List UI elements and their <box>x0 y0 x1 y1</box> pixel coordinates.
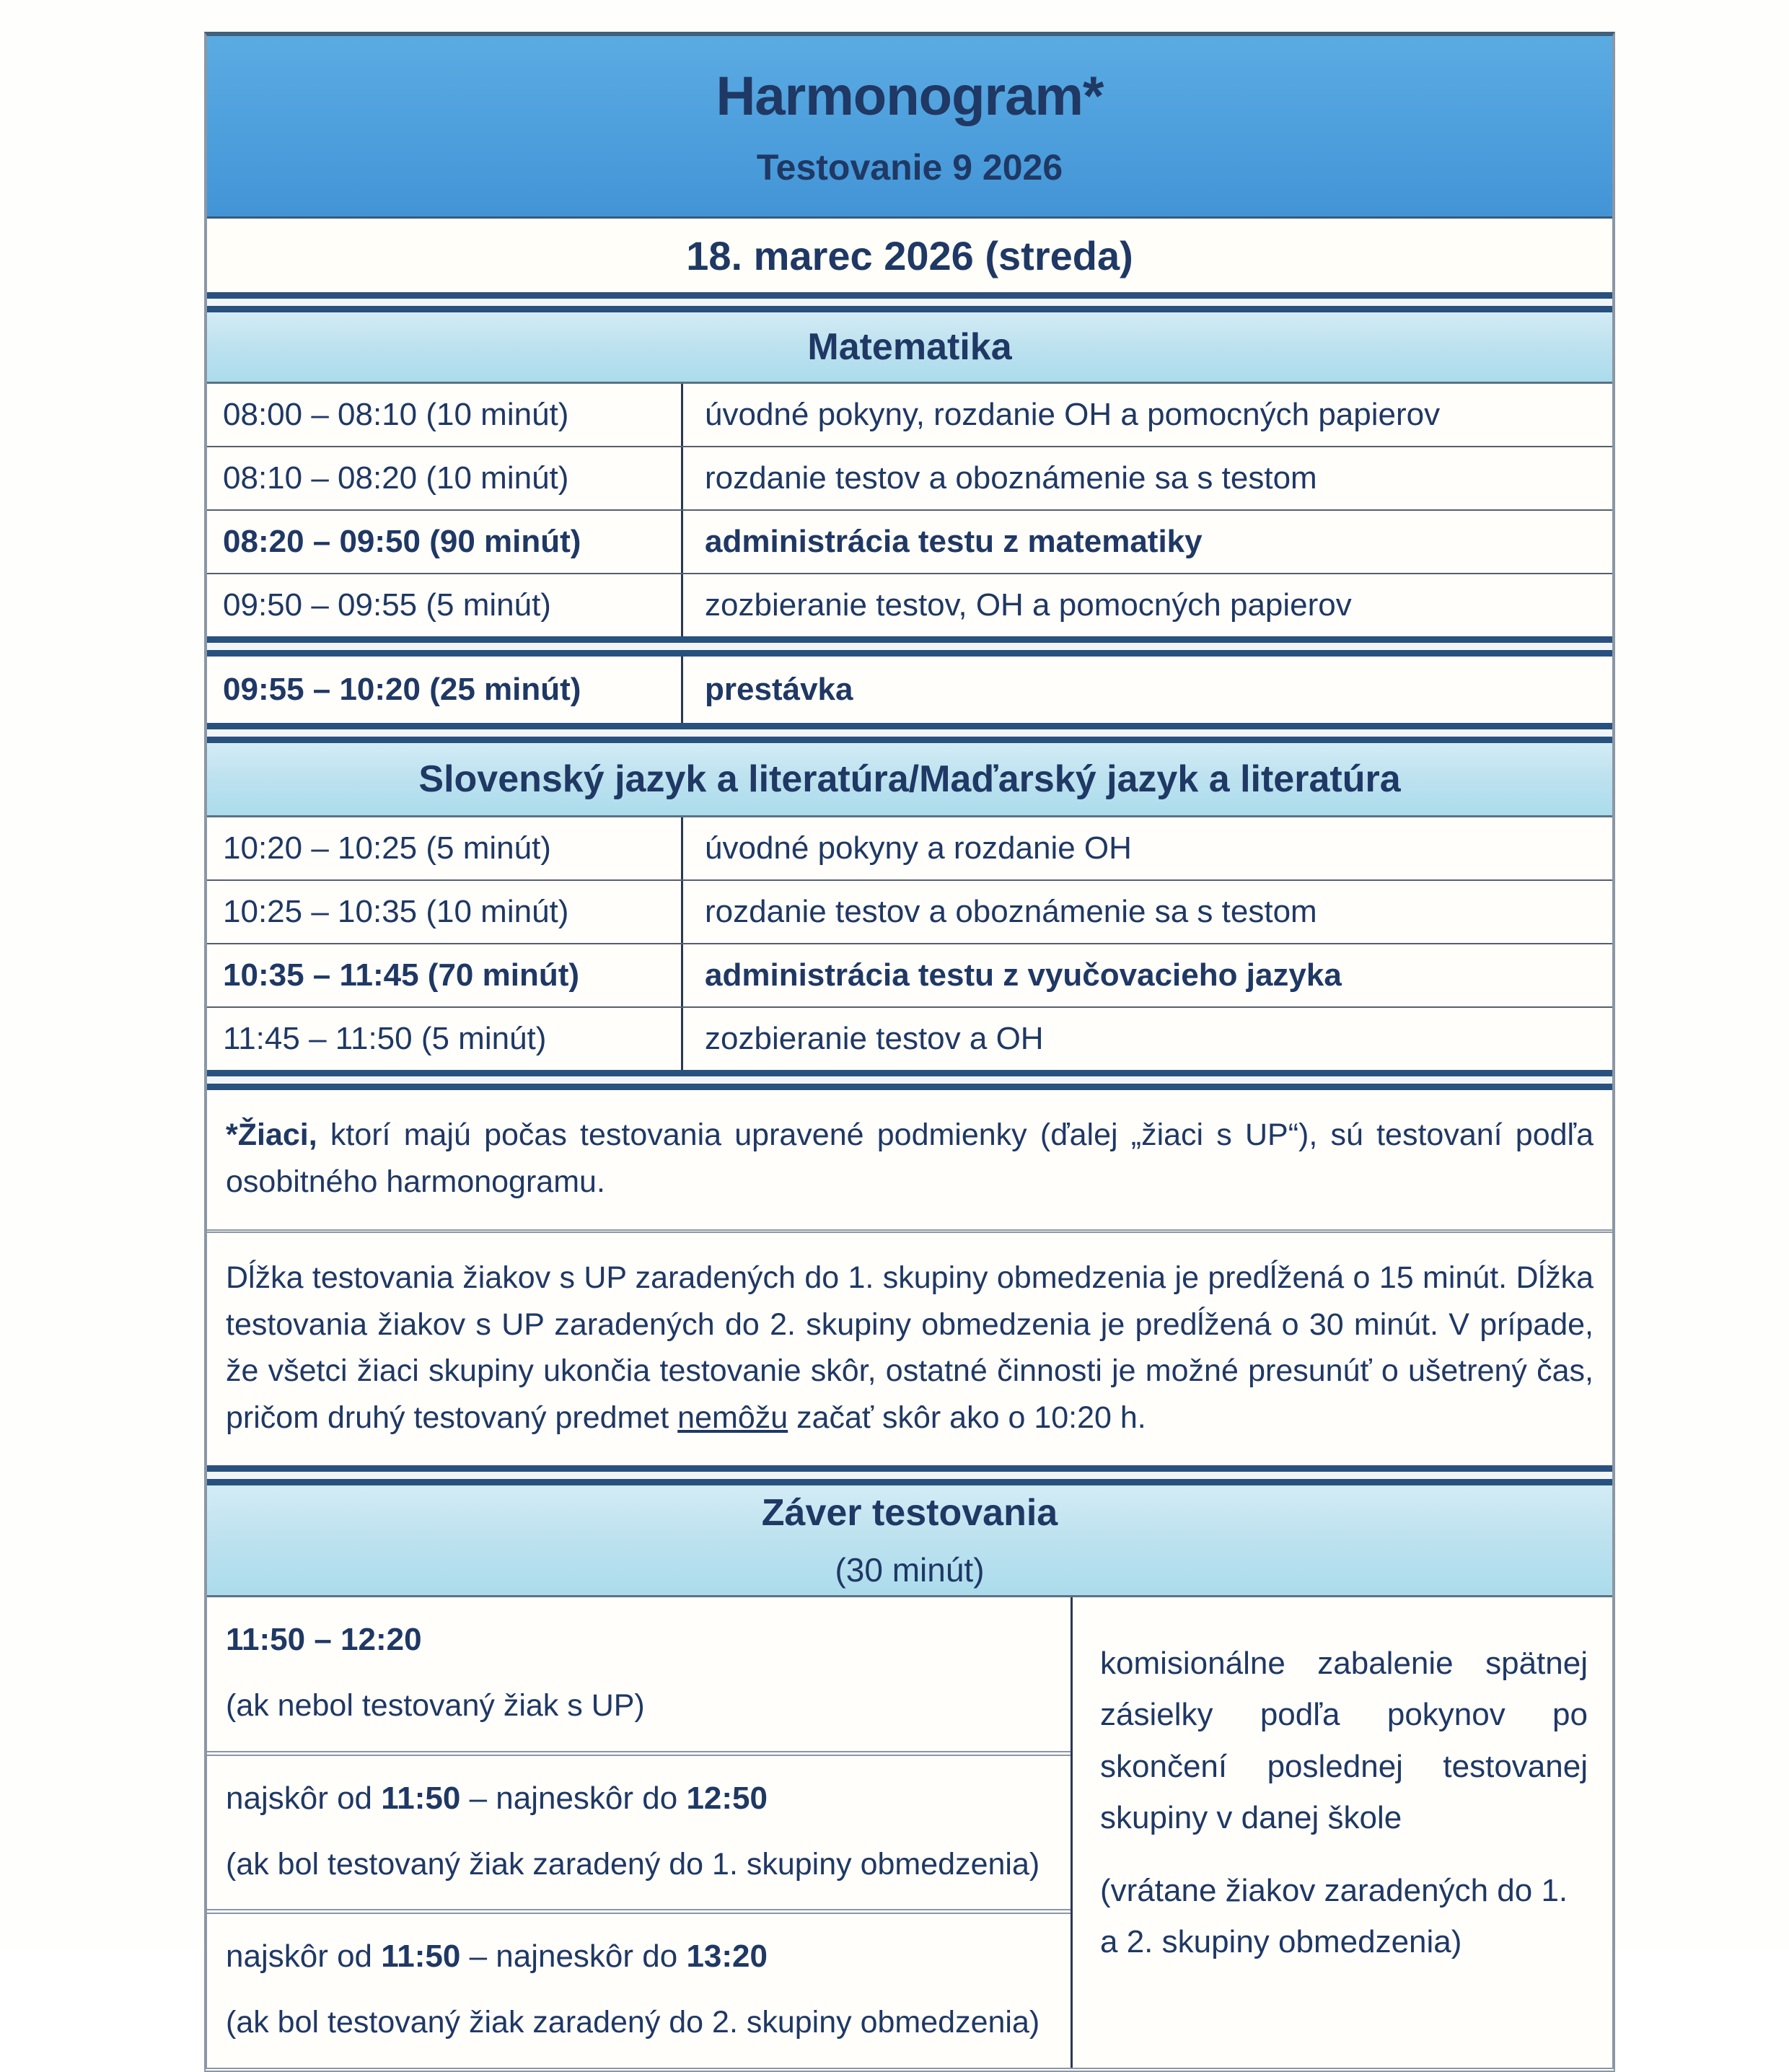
table-row <box>207 447 1612 511</box>
section-title: Záver testovania <box>761 1492 1058 1534</box>
time-cell: 08:00 – 08:10 (10 minút) <box>207 384 683 446</box>
time-cell: 09:55 – 10:20 (25 minút) <box>207 657 683 723</box>
note-test-length <box>207 1233 1612 1465</box>
test-date: 18. marec 2026 (streda) <box>207 219 1612 292</box>
separator-double <box>207 292 1612 312</box>
section-header-jazyky <box>207 743 1612 817</box>
break-row <box>207 657 1612 723</box>
table-row <box>207 1597 1071 1756</box>
separator-double <box>207 1070 1612 1090</box>
time-cell: 08:10 – 08:20 (10 minút) <box>207 447 683 509</box>
time-cell: 10:35 – 11:45 (70 minút) <box>207 944 683 1006</box>
separator-double <box>207 636 1612 657</box>
time-cell: 09:50 – 09:55 (5 minút) <box>207 574 683 636</box>
condition-note: (ak nebol testovaný žiak s UP) <box>226 1688 645 1723</box>
section-title: Slovenský jazyk a literatúra/Maďarský jazyk a literatúra <box>418 758 1401 800</box>
harmonogram-table <box>204 32 1615 2072</box>
time-cell <box>226 1775 1053 1822</box>
time-prefix: najskôr od <box>226 1939 382 1974</box>
time-cell: 10:25 – 10:35 (10 minút) <box>207 881 683 943</box>
table-row <box>207 817 1612 881</box>
matematika-schedule <box>207 384 1612 636</box>
time-end: 13:20 <box>686 1939 768 1974</box>
underlined-word: nemôžu <box>677 1400 788 1435</box>
note-lead: *Žiaci, <box>226 1118 317 1152</box>
activity-cell: rozdanie testov a oboznámenie sa s testom <box>705 894 1317 929</box>
note-text: ktorí majú počas testovania upravené podmienky (ďalej „žiaci s UP“), sú testovaní podľa osobitného harmonogramu. <box>226 1118 1594 1199</box>
activity-cell: zozbieranie testov, OH a pomocných papierov <box>705 587 1352 623</box>
description-text: komisionálne zabalenie spätnej zásielky podľa pokynov po skončení poslednej testovanej skupiny v danej škole <box>1100 1646 1588 1835</box>
zaver-times-column <box>207 1597 1073 2068</box>
table-row <box>207 1756 1071 1915</box>
time-prefix: najskôr od <box>226 1780 382 1816</box>
time-cell: 08:20 – 09:50 (90 minút) <box>207 511 683 573</box>
time-cell: 11:45 – 11:50 (5 minút) <box>207 1008 683 1070</box>
separator-double <box>207 1465 1612 1485</box>
time-cell: 10:20 – 10:25 (5 minút) <box>207 817 683 879</box>
zaver-description-cell <box>1073 1597 1612 2068</box>
jazyky-schedule <box>207 817 1612 1070</box>
time-cell: 11:50 – 12:20 <box>226 1622 422 1657</box>
separator-double <box>207 723 1612 743</box>
page-subtitle: Testovanie 9 2026 <box>756 146 1063 188</box>
note-text: začať skôr ako o 10:20 h. <box>788 1400 1146 1435</box>
note-students-up <box>207 1090 1612 1229</box>
table-row <box>207 1914 1071 2068</box>
section-header-zaver <box>207 1485 1612 1597</box>
section-title: Matematika <box>807 326 1012 368</box>
description-note: (vrátane žiakov zaradených do 1. a 2. skupiny obmedzenia) <box>1100 1873 1568 1960</box>
note-text: Dĺžka testovania žiakov s UP zaradených do 1. skupiny obmedzenia je predĺžená o 15 minút. Dĺžka testovania žiakov s UP zaradených do 2. skupiny obmedzenia je predĺžená o 30 minút. V prípade, že všetci žiaci skupiny ukončia testovanie skôr, ostatné činnosti je možné presunúť o ušetrený čas, pričom druhý testovaný predmet <box>226 1260 1594 1435</box>
time-mid: – najneskôr do <box>460 1780 687 1816</box>
activity-cell: úvodné pokyny a rozdanie OH <box>705 830 1132 866</box>
condition-note: (ak bol testovaný žiak zaradený do 1. skupiny obmedzenia) <box>226 1846 1040 1882</box>
activity-cell: administrácia testu z matematiky <box>705 524 1203 559</box>
zaver-section <box>207 1597 1612 2068</box>
table-row <box>207 384 1612 447</box>
section-header-matematika <box>207 312 1612 384</box>
activity-cell: rozdanie testov a oboznámenie sa s testom <box>705 460 1317 496</box>
table-row <box>207 574 1612 636</box>
table-row <box>207 881 1612 944</box>
table-row <box>207 511 1612 574</box>
time-cell <box>226 1933 1053 1980</box>
title-banner <box>207 36 1612 219</box>
condition-note: (ak bol testovaný žiak zaradený do 2. skupiny obmedzenia) <box>226 2005 1040 2040</box>
page-title: Harmonogram* <box>716 65 1104 127</box>
activity-cell: administrácia testu z vyučovacieho jazyka <box>705 957 1342 993</box>
table-row <box>207 944 1612 1008</box>
section-subtitle: (30 minút) <box>835 1551 985 1589</box>
time-mid: – najneskôr do <box>460 1939 687 1974</box>
table-row <box>207 1008 1612 1070</box>
time-end: 12:50 <box>686 1780 768 1816</box>
time-start: 11:50 <box>381 1939 461 1974</box>
time-start: 11:50 <box>381 1780 461 1816</box>
activity-cell: zozbieranie testov a OH <box>705 1021 1044 1056</box>
activity-cell: úvodné pokyny, rozdanie OH a pomocných papierov <box>705 397 1441 432</box>
activity-cell: prestávka <box>705 672 853 707</box>
